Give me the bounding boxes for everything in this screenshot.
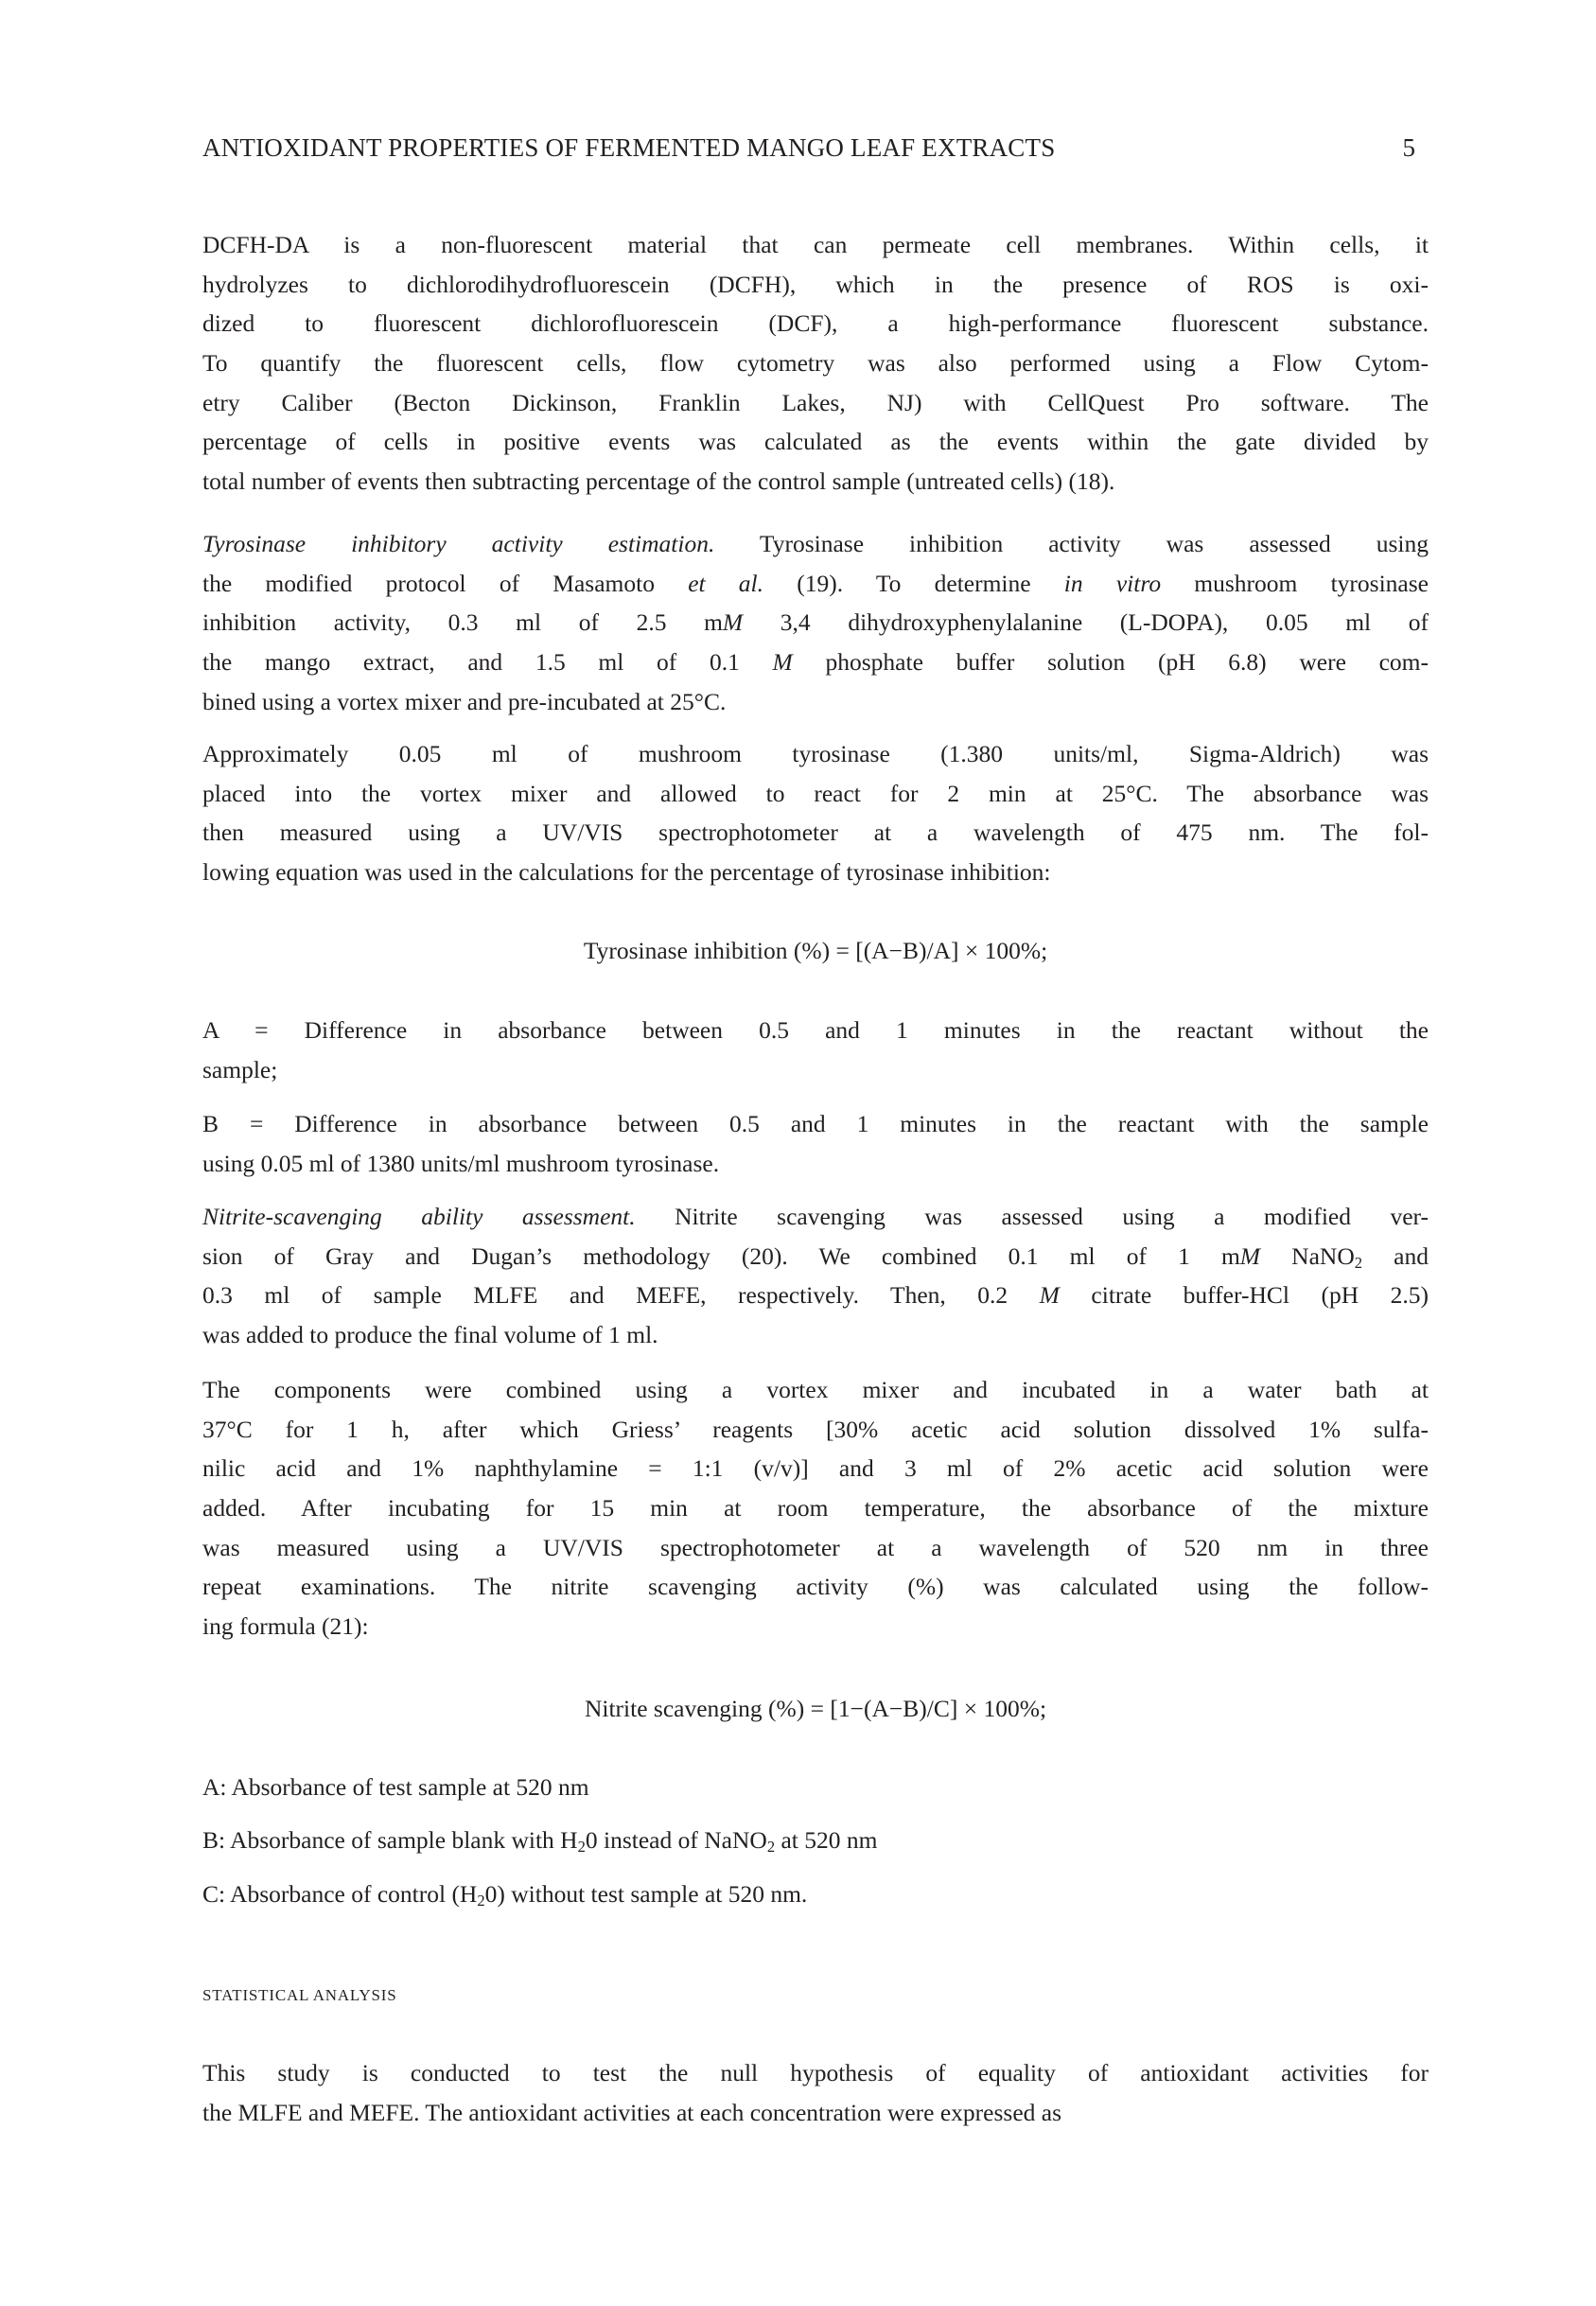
text-run: STATISTICAL ANALYSIS <box>202 1986 397 2004</box>
text-line <box>202 1768 1429 1807</box>
text-line <box>202 643 1429 682</box>
text-line <box>202 1875 1429 1914</box>
text-line <box>202 1488 1429 1528</box>
text-run: added. After incubating for 15 min at room temperature, the absorbance of the mixture <box>202 1494 1429 1523</box>
text-line <box>202 603 1429 643</box>
text-run: A: Absorbance of test sample at 520 nm <box>202 1773 589 1801</box>
italic-text: Tyrosinase inhibitory activity estimation. <box>202 530 715 557</box>
text-line <box>202 853 1429 892</box>
text-run: NaNO <box>1260 1241 1355 1270</box>
text-line <box>202 422 1429 462</box>
subscript: 2 <box>766 1838 776 1857</box>
text-line <box>202 462 1429 502</box>
text-run: sion of Gray and Dugan’s methodology (20). We combined 0.1 ml of 1 m <box>202 1241 1240 1270</box>
text-run: the mango extract, and 1.5 ml of 0.1 <box>202 648 773 677</box>
text-run: then measured using a UV/VIS spectrophotometer at a wavelength of 475 nm. The fol- <box>202 819 1429 847</box>
text-run: total number of events then subtracting percentage of the control sample (untreated cells) (18). <box>202 467 1115 496</box>
text-run: 37°C for 1 h, after which Griess’ reagents [30% acetic acid solution dissolved 1% sulfa- <box>202 1415 1429 1443</box>
text-run: repeat examinations. The nitrite scavenging activity (%) was calculated using the follow- <box>202 1573 1429 1601</box>
text-line <box>202 225 1429 265</box>
text-run: dized to fluorescent dichlorofluorescein (DCF), a high-performance fluorescent substance. <box>202 309 1429 338</box>
running-header-title: ANTIOXIDANT PROPERTIES OF FERMENTED MANGO LEAF EXTRACTS <box>202 133 1056 162</box>
paragraph-nitrite-method <box>202 1197 1429 1355</box>
text-line <box>202 734 1429 774</box>
text-line <box>202 1237 1429 1276</box>
text-line <box>202 343 1429 383</box>
subscript: 2 <box>477 1892 485 1910</box>
subscript: 2 <box>1354 1253 1363 1272</box>
legend-a <box>202 1768 1429 1807</box>
text-run: Tyrosinase inhibition activity was assessed using <box>714 530 1429 557</box>
italic-text: in vitro <box>1063 569 1162 597</box>
text-line <box>202 1276 1429 1315</box>
text-run: bined using a vortex mixer and pre-incubated at 25°C. <box>202 687 727 715</box>
text-line <box>202 682 1429 722</box>
paragraph-tyrosinase-method <box>202 524 1429 721</box>
text-run: To quantify the fluorescent cells, flow cytometry was also performed using a Flow Cytom- <box>202 349 1429 378</box>
text-line <box>202 304 1429 343</box>
text-line <box>202 774 1429 814</box>
equation-nitrite-scavenging <box>202 1689 1429 1729</box>
text-line <box>202 813 1429 853</box>
text-run: C: Absorbance of control (H <box>202 1880 478 1908</box>
paragraph-dcfh-da <box>202 225 1429 502</box>
text-run: and <box>1362 1241 1429 1270</box>
section-heading-statistical-analysis <box>202 1976 1429 2016</box>
text-run: DCFH-DA is a non-fluorescent material that can permeate cell membranes. Within cells, it <box>202 231 1429 258</box>
text-line <box>202 2053 1429 2093</box>
italic-text: M <box>1039 1281 1060 1310</box>
text-line <box>202 1976 1429 2016</box>
page-number: 5 <box>1402 133 1415 162</box>
definition-a <box>202 1011 1429 1089</box>
text-line <box>202 1689 1429 1729</box>
text-line <box>202 1528 1429 1568</box>
text-run: was measured using a UV/VIS spectrophotometer at a wavelength of 520 nm in three <box>202 1533 1429 1561</box>
text-line <box>202 1607 1429 1646</box>
text-run: Nitrite scavenging (%) = [1−(A−B)/C] × 100%; <box>584 1695 1047 1722</box>
text-line <box>202 1011 1429 1050</box>
text-line <box>202 1315 1429 1355</box>
text-line <box>202 1449 1429 1488</box>
italic-text: M <box>722 608 744 637</box>
text-run: Approximately 0.05 ml of mushroom tyrosinase (1.380 units/ml, Sigma-Aldrich) was <box>202 740 1429 767</box>
text-run: (19). To determine <box>763 569 1064 597</box>
text-line <box>202 1567 1429 1607</box>
running-header <box>202 129 1429 167</box>
text-line <box>202 931 1429 971</box>
text-line <box>202 1821 1429 1860</box>
subscript: 2 <box>577 1838 586 1857</box>
text-run: nilic acid and 1% naphthylamine = 1:1 (v/v)] and 3 ml of 2% acetic acid solution were <box>202 1454 1429 1483</box>
text-run: The components were combined using a vortex mixer and incubated in a water bath at <box>202 1376 1429 1403</box>
text-run: This study is conducted to test the null hypothesis of equality of antioxidant activities for <box>202 2059 1429 2086</box>
text-line <box>202 383 1429 423</box>
text-run: 0) without test sample at 520 nm. <box>484 1880 808 1908</box>
text-run: A = Difference in absorbance between 0.5 and 1 minutes in the reactant without the <box>202 1016 1429 1044</box>
text-run: 3,4 dihydroxyphenylalanine (L-DOPA), 0.05 ml of <box>743 608 1429 637</box>
paragraph-statistical-analysis <box>202 2053 1429 2132</box>
definition-b <box>202 1104 1429 1183</box>
text-run: 0.3 ml of sample MLFE and MEFE, respectively. Then, 0.2 <box>202 1281 1040 1310</box>
italic-text: M <box>772 648 793 677</box>
text-run: Nitrite scavenging was assessed using a modified ver- <box>635 1203 1429 1230</box>
text-run: hydrolyzes to dichlorodihydrofluorescein (DCFH), which in the presence of ROS is oxi- <box>202 270 1429 298</box>
text-run: ing formula (21): <box>202 1612 369 1641</box>
text-run: etry Caliber (Becton Dickinson, Franklin Lakes, NJ) with CellQuest Pro software. The <box>202 388 1429 416</box>
italic-text: M <box>1239 1241 1261 1270</box>
text-line <box>202 1050 1429 1090</box>
text-line <box>202 1144 1429 1184</box>
text-run: sample; <box>202 1055 278 1083</box>
text-run: using 0.05 ml of 1380 units/ml mushroom tyrosinase. <box>202 1149 720 1177</box>
text-run: at 520 nm <box>775 1826 878 1854</box>
legend-c <box>202 1875 1429 1914</box>
text-line <box>202 524 1429 564</box>
text-run: inhibition activity, 0.3 ml of 2.5 m <box>202 608 723 637</box>
text-run: B: Absorbance of sample blank with H <box>202 1826 578 1854</box>
text-run: the modified protocol of Masamoto <box>202 569 689 597</box>
text-line <box>202 265 1429 305</box>
text-line <box>202 1197 1429 1237</box>
text-line <box>202 2093 1429 2133</box>
text-run: placed into the vortex mixer and allowed to react for 2 min at 25°C. The absorbance was <box>202 779 1429 807</box>
text-line <box>202 564 1429 604</box>
italic-text: et al. <box>688 569 764 597</box>
paragraph-tyrosinase-measurement <box>202 734 1429 892</box>
legend-b <box>202 1821 1429 1860</box>
text-run: B = Difference in absorbance between 0.5 and 1 minutes in the reactant with the sample <box>202 1110 1429 1137</box>
text-line <box>202 1104 1429 1144</box>
text-run: percentage of cells in positive events was calculated as the events within the gate divided by <box>202 428 1429 456</box>
equation-tyrosinase-inhibition <box>202 931 1429 971</box>
text-run: the MLFE and MEFE. The antioxidant activities at each concentration were expressed as <box>202 2098 1062 2126</box>
text-run: Tyrosinase inhibition (%) = [(A−B)/A] × 100%; <box>583 937 1048 964</box>
text-run: was added to produce the final volume of 1 ml. <box>202 1321 658 1349</box>
text-run: phosphate buffer solution (pH 6.8) were com- <box>792 648 1429 677</box>
text-line <box>202 1410 1429 1450</box>
text-run: citrate buffer-HCl (pH 2.5) <box>1059 1281 1429 1310</box>
text-run: mushroom tyrosinase <box>1161 569 1429 597</box>
italic-text: Nitrite-scavenging ability assessment. <box>202 1203 636 1230</box>
text-run: 0 instead of NaNO <box>585 1826 767 1854</box>
paragraph-nitrite-procedure <box>202 1370 1429 1646</box>
text-run: lowing equation was used in the calculations for the percentage of tyrosinase inhibition: <box>202 858 1051 887</box>
text-line <box>202 1370 1429 1410</box>
